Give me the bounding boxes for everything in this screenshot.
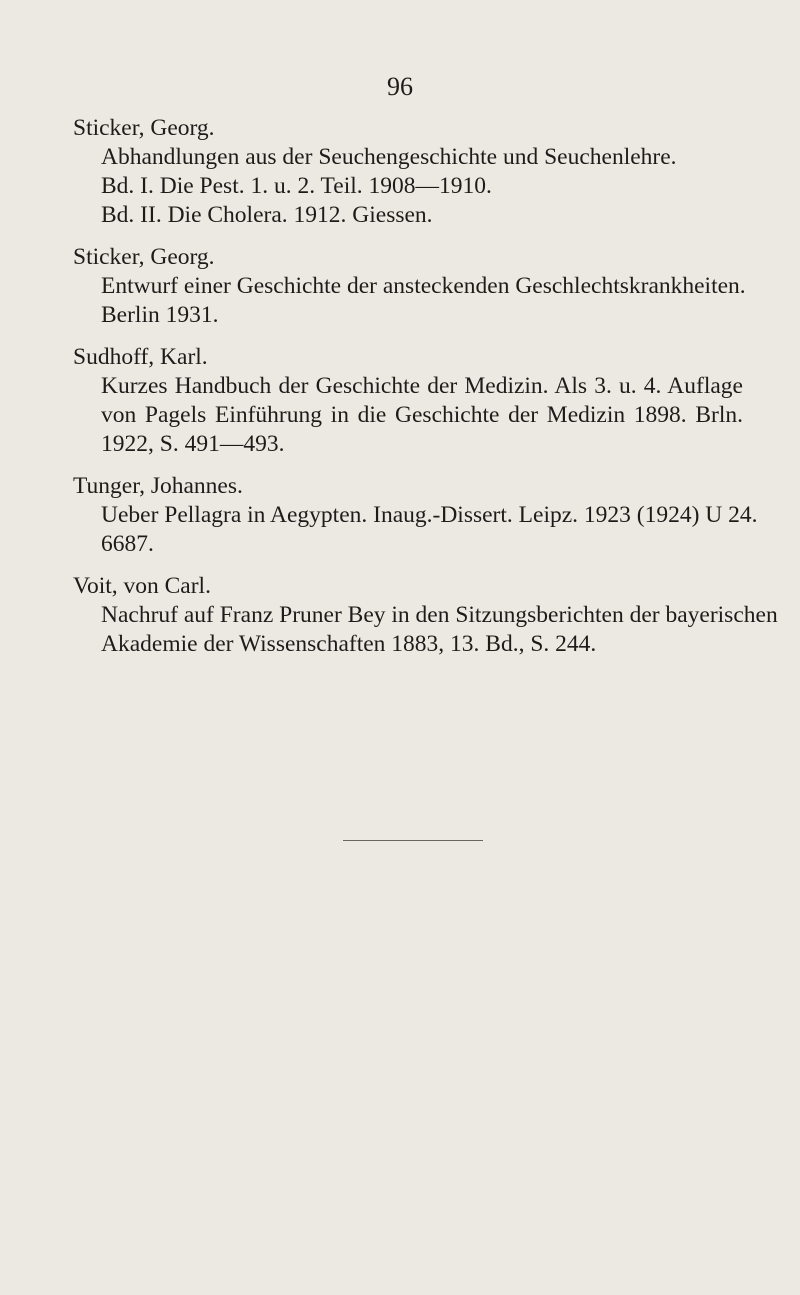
entry-line: Bd. II. Die Cholera. 1912. Giessen. [101, 202, 433, 228]
entry-author: Sticker, Georg. [73, 244, 215, 270]
page-number: 96 [387, 72, 413, 101]
entry-line: Akademie der Wissenschaften 1883, 13. Bd., S. 244. [101, 631, 597, 657]
bibliography-entry [73, 243, 746, 330]
bibliography-entry [73, 343, 743, 459]
entry-author: Voit, von Carl. [73, 573, 211, 599]
entry-line: Bd. I. Die Pest. 1. u. 2. Teil. 1908—1910. [101, 173, 492, 199]
entry-line: Entwurf einer Geschichte der ansteckenden Geschlechtskrankheiten. [101, 273, 746, 299]
entry-author: Tunger, Johannes. [73, 473, 243, 499]
entry-line: von Pagels Einführung in die Geschichte der Medizin 1898. Brln. [101, 402, 743, 428]
entry-line: 1922, S. 491—493. [101, 431, 285, 457]
entry-line: 6687. [101, 531, 154, 557]
entry-line: Berlin 1931. [101, 302, 219, 328]
end-rule [343, 840, 483, 841]
entry-line: Abhandlungen aus der Seuchengeschichte und Seuchenlehre. [101, 144, 677, 170]
entry-author: Sudhoff, Karl. [73, 344, 208, 370]
bibliography-entry [73, 114, 743, 230]
bibliography-entry [73, 472, 758, 559]
bibliography-list [73, 114, 778, 672]
entry-line: Nachruf auf Franz Pruner Bey in den Sitzungsberichten der bayerischen [101, 602, 778, 628]
entry-line: Ueber Pellagra in Aegypten. Inaug.-Dissert. Leipz. 1923 (1924) U 24. [101, 502, 758, 528]
entry-line: Kurzes Handbuch der Geschichte der Medizin. Als 3. u. 4. Auflage [101, 373, 743, 399]
entry-author: Sticker, Georg. [73, 115, 215, 141]
bibliography-entry [73, 572, 778, 659]
